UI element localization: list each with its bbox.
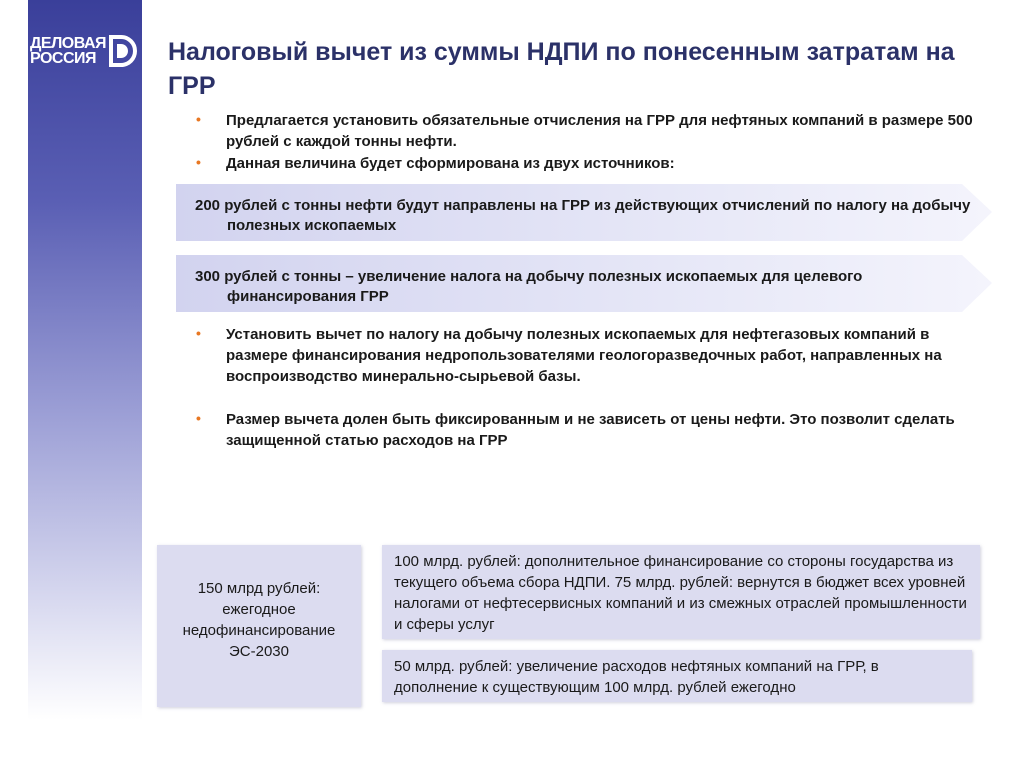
arrow-box (176, 184, 992, 241)
bullet-text: Установить вычет по налогу на добычу полезных ископаемых для нефтегазовых компаний в размере финансирования недропользователями геологоразведочных работ, направленных на воспроизводство минерально-сырьевой базы. (226, 326, 942, 385)
slide-title: Налоговый вычет из суммы НДПИ по понесенным затратам на ГРР (168, 38, 955, 100)
logo-text (30, 36, 106, 66)
panel-state-funding (382, 545, 980, 639)
panel-underfunding (157, 545, 361, 707)
logo-d-icon (108, 34, 138, 68)
arrow-box (176, 255, 992, 312)
sidebar-gradient-band (28, 0, 142, 720)
bullet-dot-icon: • (196, 325, 201, 341)
panel-underfunding-text: 150 млрд рублей: ежегодное недофинансирование ЭС-2030 (182, 580, 336, 660)
bullet-text: Предлагается установить обязательные отчисления на ГРР для нефтяных компаний в размере 500 рублей с каждой тонны нефти. (226, 112, 973, 150)
panel-state-funding-text: 100 млрд. рублей: дополнительное финансирование со стороны государства из текущего объема сбора НДПИ. 75 млрд. рублей: вернутся в бюджет всех уровней налогами от нефтесервисных компаний и из смежных отраслей промышленности и сферы услуг (394, 553, 967, 633)
logo-line-2: РОССИЯ (30, 50, 97, 67)
panel-company-spending-text: 50 млрд. рублей: увеличение расходов нефтяных компаний на ГРР, в дополнение к существующим 100 млрд. рублей ежегодно (394, 658, 879, 696)
panel-company-spending (382, 650, 972, 702)
bullet-text: Размер вычета долен быть фиксированным и не зависеть от цены нефти. Это позволит сделать защищенной статью расходов на ГРР (226, 411, 955, 449)
arrow-box-text: 200 рублей с тонны нефти будут направлены на ГРР из действующих отчислений по налогу на добычу полезных ископаемых (195, 197, 971, 234)
logo (28, 30, 142, 72)
arrow-box-text: 300 рублей с тонны – увеличение налога на добычу полезных ископаемых для целевого финансирования ГРР (195, 268, 863, 305)
bullet-item (196, 153, 986, 174)
bullet-dot-icon: • (196, 111, 201, 127)
bullet-text: Данная величина будет сформирована из двух источников: (226, 155, 675, 172)
logo-line-1: ДЕЛОВАЯ (30, 35, 107, 52)
bullet-dot-icon: • (196, 410, 201, 426)
bullet-item (196, 110, 986, 152)
bullet-item (196, 324, 986, 387)
bullet-item (196, 409, 986, 451)
bullet-dot-icon: • (196, 154, 201, 170)
